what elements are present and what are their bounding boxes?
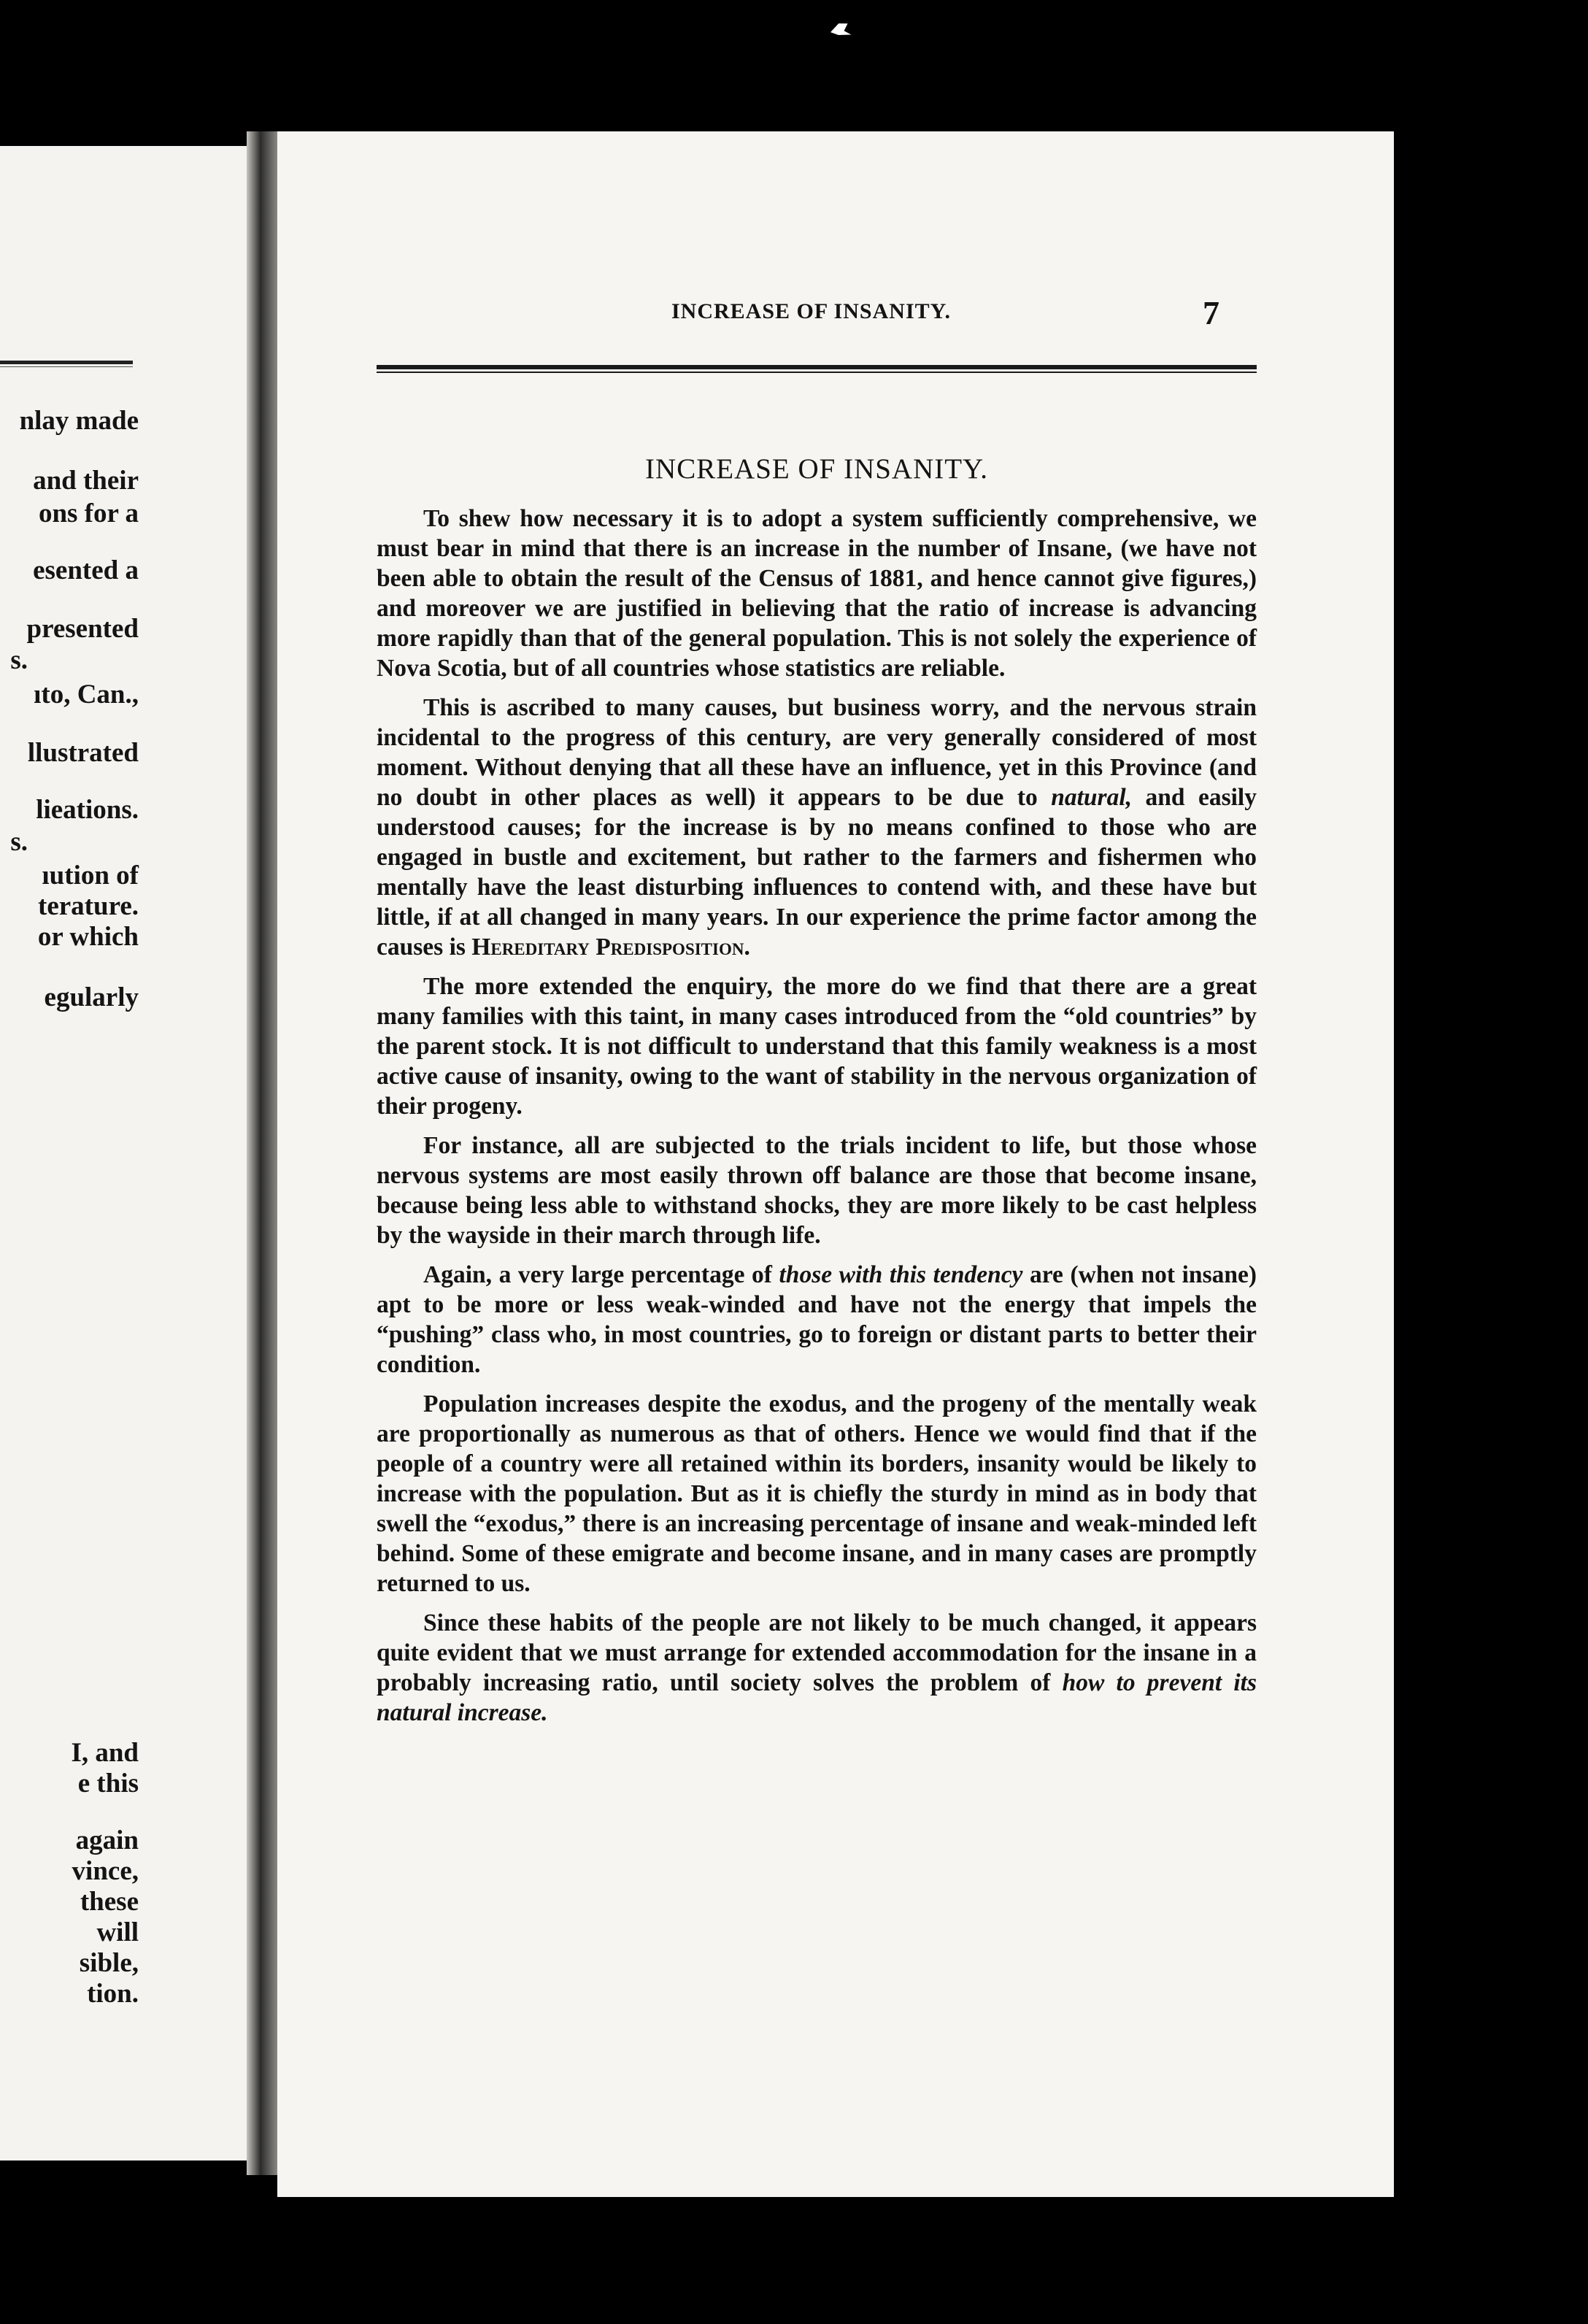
previous-page-line: ons for a xyxy=(38,499,139,528)
previous-page-line: tion. xyxy=(87,1979,139,2009)
running-title: INCREASE OF INSANITY. xyxy=(671,299,952,323)
paragraph: The more extended the enquiry, the more do we find that there are a great many families with this taint, in many cases introduced from the “old countries” by the parent stock. It is not difficult to understand that this family weakness is a most active cause of insanity, owing to the want of stability in the nervous organization of their progeny. xyxy=(377,973,1257,1120)
previous-page-header-rule xyxy=(0,361,133,367)
previous-page-line: sible, xyxy=(79,1948,139,1978)
previous-page-line: llustrated xyxy=(27,738,139,768)
previous-page-line: ıution of xyxy=(42,861,139,890)
paragraph: Since these habits of the people are not likely to be much changed, it appears quite evident that we must arrange for extended accommodation for the insane in a probably increasing ratio, until society solves the problem of how to prevent its natural increase. xyxy=(377,1609,1257,1726)
emphasis: how to prevent its natural increase. xyxy=(377,1669,1257,1726)
article-title: INCREASE OF INSANITY. xyxy=(645,453,988,485)
article-body xyxy=(377,504,1257,1737)
emphasis: natural, xyxy=(1051,784,1133,811)
previous-page-line: will xyxy=(96,1917,139,1947)
previous-page-line: presented xyxy=(26,614,139,644)
previous-page-line: or which xyxy=(37,922,139,952)
page-number: 7 xyxy=(1203,294,1219,331)
small-caps-term: Hereditary Predisposition xyxy=(471,934,744,961)
previous-page-line: lieations. xyxy=(36,795,139,825)
paragraph: To shew how necessary it is to adopt a system sufficiently comprehensive, we must bear in mind that there is an increase in the number of Insane, (we have not been able to obtain the result of the Census of 1881, and hence cannot give figures,) and moreover we are justified in believing that the ratio of increase is advancing more rapidly than that of the general population. This is not solely the experience of Nova Scotia, but of all countries whose statistics are reliable. xyxy=(377,505,1257,682)
previous-page-line: esented a xyxy=(33,555,139,585)
previous-page-line: nlay made xyxy=(19,406,139,436)
book-gutter xyxy=(247,131,277,2175)
header-rule xyxy=(377,365,1257,373)
previous-page-line: e this xyxy=(77,1769,139,1798)
previous-page-line: I, and xyxy=(71,1738,139,1768)
previous-page-line: s. xyxy=(10,645,28,675)
paragraph: For instance, all are subjected to the trials incident to life, but those whose nervous systems are most easily thrown off balance are those that become insane, because being less able to withstand shocks, they are more likely to be cast helpless by the wayside in their march through life. xyxy=(377,1132,1257,1249)
previous-page-line: again xyxy=(75,1825,139,1855)
scan-speck xyxy=(829,20,852,40)
previous-page-fragment xyxy=(0,146,247,2161)
paragraph: Population increases despite the exodus, and the progeny of the mentally weak are proportionally as numerous as that of others. Hence we would find that if the people of a country were all retained within its borders, insanity would be likely to increase with the population. But as it is chiefly the sturdy in mind as in body that swell the “exodus,” there is an increasing percentage of insane and weak-minded left behind. Some of these emigrate and become insane, and in many cases are promptly returned to us. xyxy=(377,1390,1257,1597)
previous-page-line: terature. xyxy=(38,891,139,921)
paragraph: This is ascribed to many causes, but business worry, and the nervous strain incidental to the progress of this century, are very generally considered of most moment. Without denying that all these have an influence, yet in this Province (and no doubt in other places as well) it appears to be due to natural, and easily understood causes; for the increase is by no means confined to those who are engaged in bustle and excitement, but rather to the farmers and fishermen who mentally have the least disturbing influences to contend with, and these have but little, if at all changed in many years. In our experience the prime factor among the causes is Hereditary Predisposition. xyxy=(377,694,1257,961)
paragraph: Again, a very large percentage of those with this tendency are (when not insane) apt to be more or less weak-winded and have not the energy that impels the “pushing” class who, in most countries, go to foreign or distant parts to better their condition. xyxy=(377,1261,1257,1378)
previous-page-line: these xyxy=(80,1887,139,1917)
previous-page-line: egularly xyxy=(44,982,139,1012)
previous-page-line: s. xyxy=(10,827,28,857)
emphasis: those with this tendency xyxy=(779,1261,1023,1288)
previous-page-line: and their xyxy=(33,466,139,496)
previous-page-line: ıto, Can., xyxy=(34,680,139,709)
previous-page-line: vince, xyxy=(72,1856,139,1886)
page xyxy=(277,131,1394,2197)
